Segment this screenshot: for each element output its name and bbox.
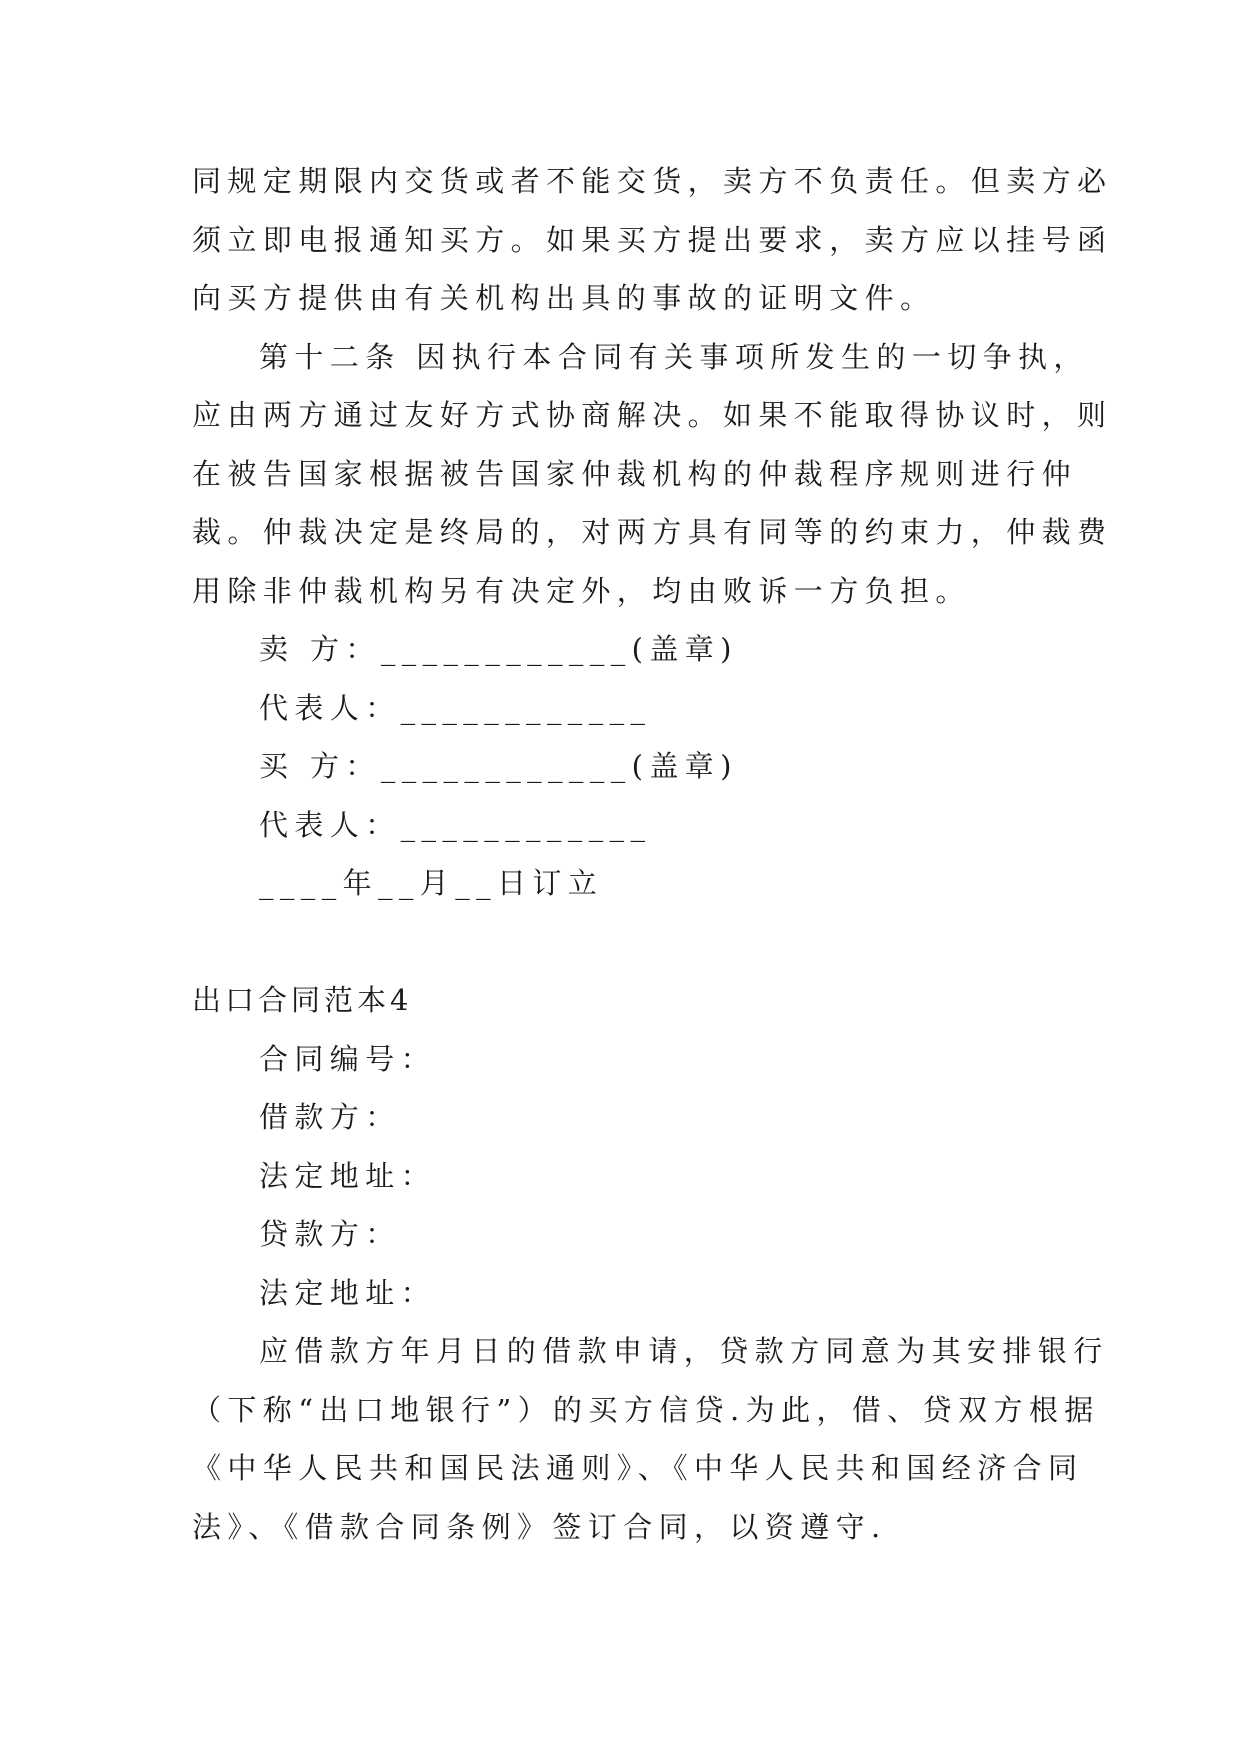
signature-block	[192, 620, 1062, 913]
text-line: 向买方提供由有关机构出具的事故的证明文件。	[192, 281, 936, 315]
spacer	[192, 913, 1062, 972]
paragraph-force-majeure	[192, 152, 1113, 328]
seller-representative-line: 代表人：____________	[259, 690, 652, 725]
signing-date-line: ____年__月__日订立	[259, 866, 604, 900]
seller-signature-line: 卖 方：____________(盖章)	[259, 632, 738, 666]
paragraph-loan-preamble	[192, 1322, 1109, 1556]
section-title: 出口合同范本4	[192, 983, 413, 1017]
text-line: （下称“出口地银行”）的买方信贷.为此，借、贷双方根据	[192, 1392, 1100, 1427]
contract-fields	[192, 1030, 1062, 1323]
borrower-field: 借款方：	[259, 1100, 401, 1134]
buyer-representative-line: 代表人：____________	[259, 807, 652, 842]
text-line: 第十二条 因执行本合同有关事项所发生的一切争执，	[259, 339, 1089, 374]
lender-field: 贷款方：	[259, 1217, 401, 1251]
text-line: 在被告国家根据被告国家仲裁机构的仲裁程序规则进行仲	[192, 456, 1078, 491]
text-line: 裁。仲裁决定是终局的，对两方具有同等的约束力，仲裁费	[192, 515, 1113, 549]
text-line: 须立即电报通知买方。如果买方提出要求，卖方应以挂号函	[192, 222, 1113, 257]
lender-address-field: 法定地址：	[259, 1275, 437, 1310]
text-line: 《中华人民共和国民法通则》、《中华人民共和国经济合同	[192, 1451, 1084, 1485]
buyer-signature-line: 买 方：____________(盖章)	[259, 749, 738, 783]
document-page	[192, 152, 1113, 1556]
borrower-address-field: 法定地址：	[259, 1158, 437, 1193]
text-line: 用除非仲裁机构另有决定外，均由败诉一方负担。	[192, 573, 971, 608]
contract-number-field: 合同编号：	[259, 1041, 437, 1076]
text-line: 法》、《借款合同条例》签订合同，以资遵守.	[192, 1509, 887, 1544]
text-line: 应由两方通过友好方式协商解决。如果不能取得协议时，则	[192, 398, 1113, 432]
paragraph-article-12	[192, 328, 1113, 621]
text-line: 应借款方年月日的借款申请，贷款方同意为其安排银行	[259, 1334, 1109, 1368]
text-line: 同规定期限内交货或者不能交货，卖方不负责任。但卖方必	[192, 164, 1113, 198]
